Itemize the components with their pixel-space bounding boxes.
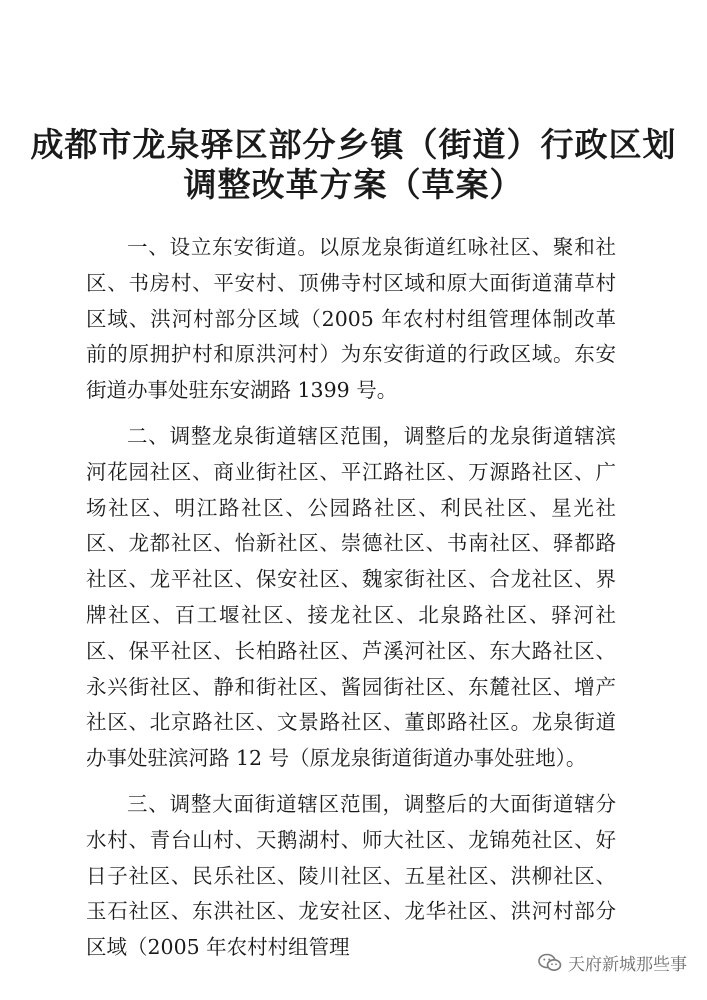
document-title-line-1: 成都市龙泉驿区部分乡镇（街道）行政区划 (30, 125, 677, 164)
paragraph-1: 一、设立东安街道。以原龙泉街道红咏社区、聚和社区、书房村、平安村、顶佛寺村区域和原大面街道蒲草村区域、洪河村部分区域（2005 年农村村组管理体制改革前的原拥护村和原洪河村）为东安街道的行政区域。东安街道办事处驻东安湖路 1399 号。 (86, 235, 616, 403)
document-body (86, 230, 616, 966)
wechat-official-account-icon (538, 953, 562, 973)
paragraph-2: 二、调整龙泉街道辖区范围，调整后的龙泉街道辖滨河花园社区、商业街社区、平江路社区、万源路社区、广场社区、明江路社区、公园路社区、利民社区、星光社区、龙都社区、怡新社区、崇德社区、书南社区、驿都路社区、龙平社区、保安社区、魏家街社区、合龙社区、界牌社区、百工堰社区、接龙社区、北泉路社区、驿河社区、保平社区、长柏路社区、芦溪河社区、东大路社区、永兴街社区、静和街社区、酱园街社区、东麓社区、增产社区、北京路社区、文景路社区、董郎路社区。龙泉街道办事处驻滨河路 12 号（原龙泉街道街道办事处驻地）。 (86, 423, 616, 771)
watermark (538, 950, 687, 975)
paragraph-3: 三、调整大面街道辖区范围，调整后的大面街道辖分水村、青台山村、天鹅湖村、师大社区、龙锦苑社区、好日子社区、民乐社区、陵川社区、五星社区、洪柳社区、玉石社区、东洪社区、龙安社区、龙华社区、洪河村部分区域（2005 年农村村组管理 (86, 791, 616, 960)
watermark-text: 天府新城那些事 (568, 955, 687, 975)
document-title-line-2: 调整改革方案（草案） (183, 165, 524, 204)
